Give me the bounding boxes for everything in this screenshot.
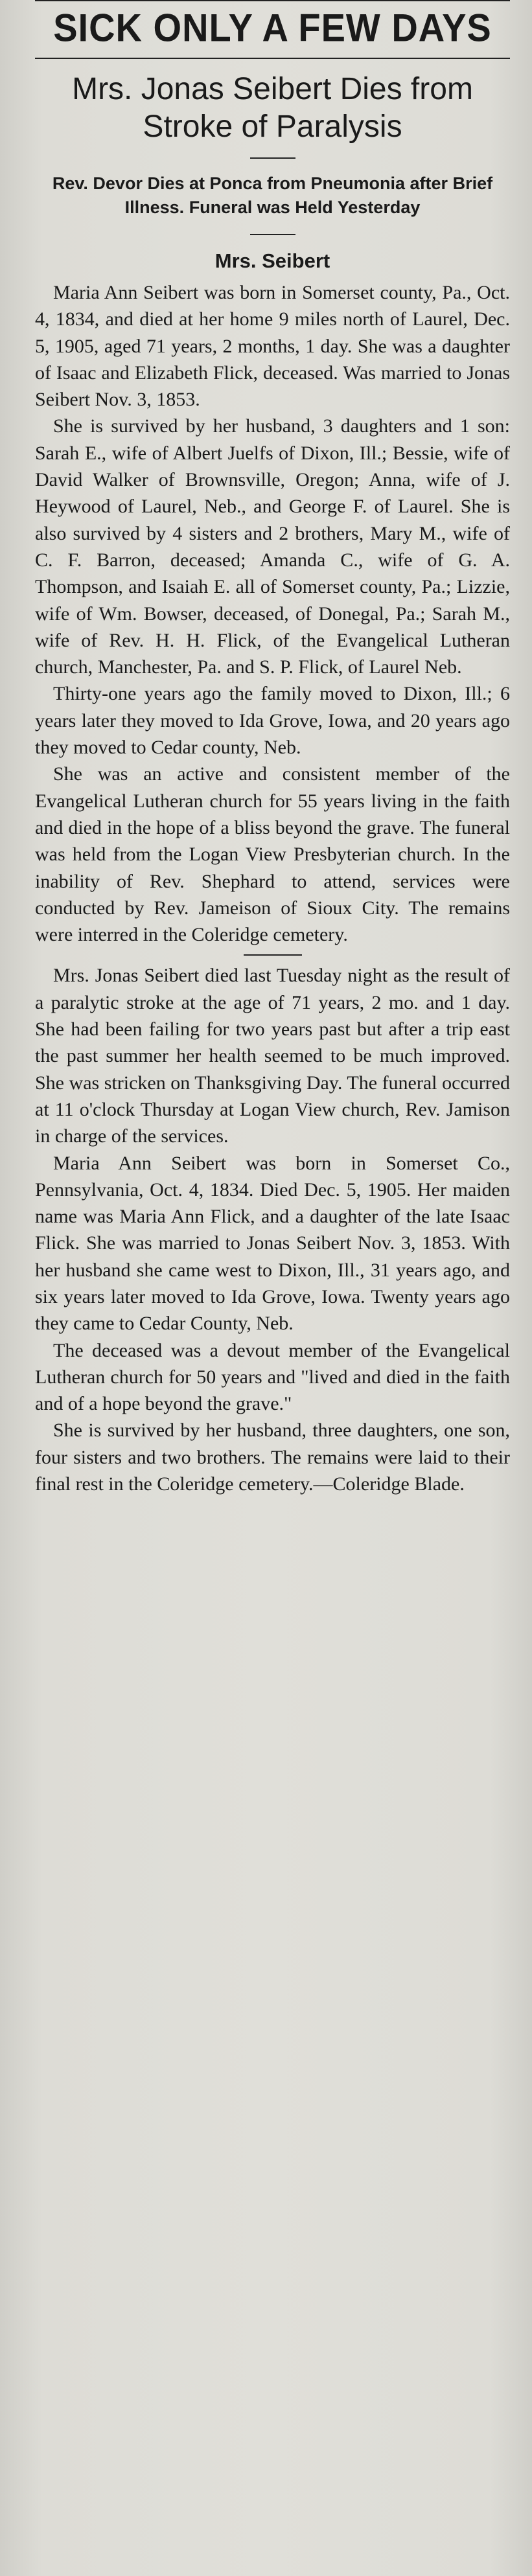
obituary-body-1 [35, 279, 510, 948]
paragraph: She is survived by her husband, three daughters, one son, four sisters and two brothers. The remains were laid to their final rest in the Coleridge cemetery.—Coleridge Blade. [35, 1420, 510, 1495]
subheadline: Mrs. Jonas Seibert Dies from Stroke of Paralysis [72, 72, 473, 144]
paragraph: Maria Ann Seibert was born in Somerset Co., Pennsylvania, Oct. 4, 1834. Died Dec. 5, 1905. Her maiden name was Maria Ann Flick, and a daughter of the late Isaac Flick. She was married to Jonas Seibert Nov. 3, 1853. With her husband she came west to Dixon, Ill., 31 years ago, and six years later moved to Ida Grove, Iowa. Twenty years ago they came to Cedar County, Neb. [35, 1152, 510, 1335]
headline-rule [35, 58, 510, 59]
section-divider [244, 954, 302, 956]
deck: Rev. Devor Dies at Ponca from Pneumonia after Brief Illness. Funeral was Held Yesterday [52, 174, 493, 217]
paragraph: She is survived by her husband, 3 daughters and 1 son: Sarah E., wife of Albert Juelfs of Dixon, Ill.; Bessie, wife of David Walker of Brownsville, Oregon; Anna, wife of J. Heywood of Laurel, Neb., and George F. of Laurel. She is also survived by 4 sisters and 2 brothers, Mary M., wife of C. F. Barron, deceased; Amanda C., wife of G. A. Thompson, and Isaiah E. all of Somerset county, Pa.; Lizzie, wife of Wm. Bowser, deceased, of Donegal, Pa.; Sarah M., wife of Rev. H. H. Flick, of the Evangelical Lutheran church, Manchester, Pa. and S. P. Flick, of Laurel Neb. [35, 415, 510, 678]
obituary-body-2 [35, 962, 510, 1497]
subhead-divider [250, 157, 295, 159]
paragraph: Mrs. Jonas Seibert died last Tuesday night as the result of a paralytic stroke at the age of 71 years, 2 mo. and 1 day. She had been failing for two years past but after a trip east the past summer her health seemed to be much improved. She was stricken on Thanksgiving Day. The funeral occurred at 11 o'clock Thursday at Logan View church, Rev. Jamison in charge of the services. [35, 965, 510, 1147]
paragraph: The deceased was a devout member of the Evangelical Lutheran church for 50 years and "lived and died in the faith and of a hope beyond the grave." [35, 1339, 510, 1415]
deck-divider [250, 234, 295, 235]
paragraph: Maria Ann Seibert was born in Somerset county, Pa., Oct. 4, 1834, and died at her home 9 miles north of Laurel, Dec. 5, 1905, aged 71 years, 2 months, 1 day. She was a daughter of Isaac and Elizabeth Flick, deceased. Was married to Jonas Seibert Nov. 3, 1853. [35, 282, 510, 411]
paragraph: She was an active and consistent member of the Evangelical Lutheran church for 55 years living in the faith and died in the hope of a bliss beyond the grave. The funeral was held from the Logan View Presbyterian church. In the inability of Rev. Shephard to attend, services were conducted by Rev. Jameison of Sioux City. The remains were interred in the Coleridge cemetery. [35, 763, 510, 946]
section-heading: Mrs. Seibert [214, 249, 330, 272]
headline: SICK ONLY A FEW DAYS [53, 5, 492, 50]
paragraph: Thirty-one years ago the family moved to Dixon, Ill.; 6 years later they moved to Ida Grove, Iowa, and 20 years ago they moved to Cedar county, Neb. [35, 683, 510, 759]
top-rule [35, 0, 510, 1]
